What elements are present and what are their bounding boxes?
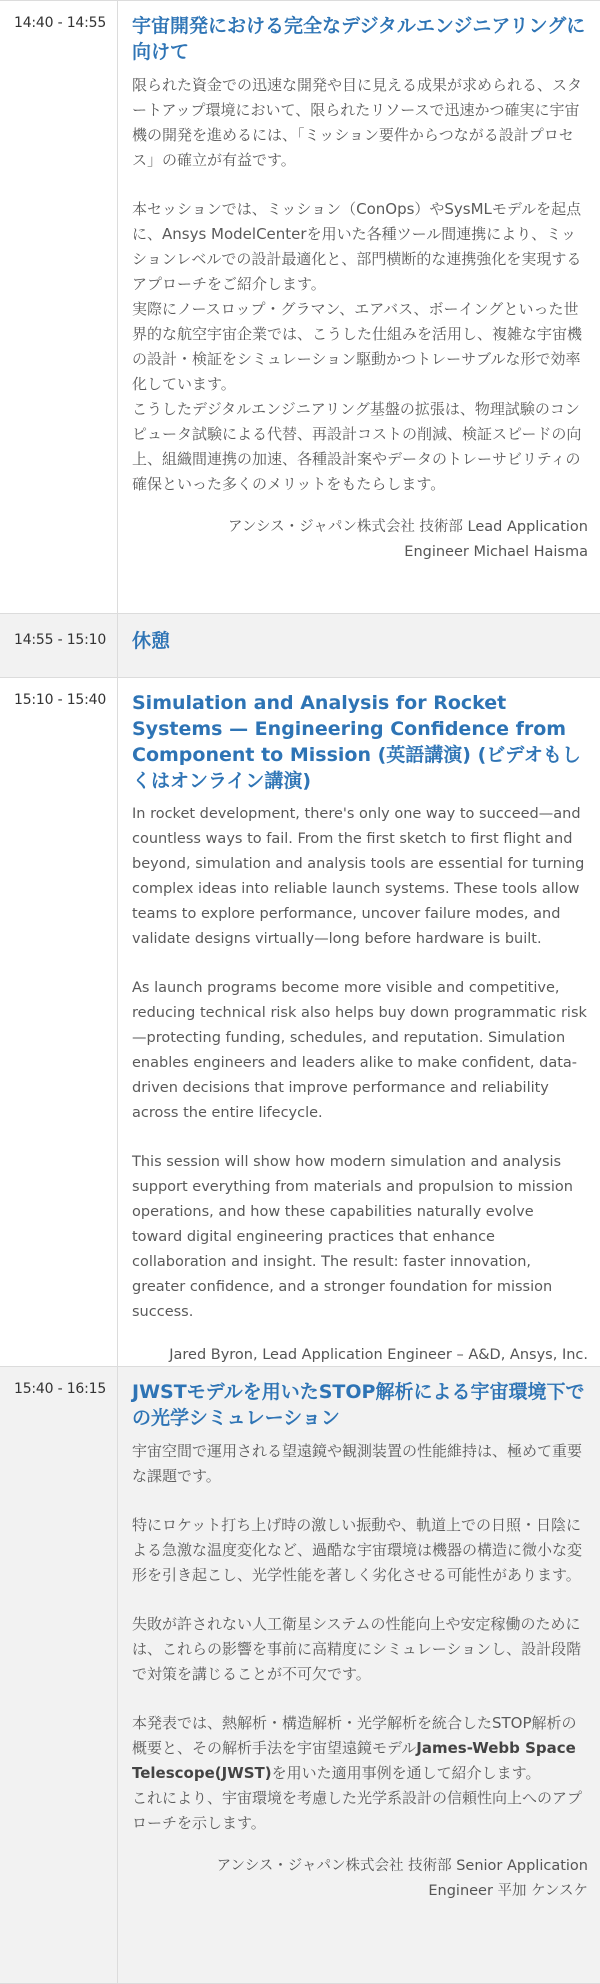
break-row [0, 614, 600, 678]
session-paragraph: これにより、宇宙環境を考慮した光学系設計の信頼性向上へのアプローチを示します。 [132, 1789, 583, 1832]
jwst-model-name: James-Webb Space Telescope(JWST) [132, 1739, 576, 1782]
speaker-info [132, 515, 588, 565]
paragraph-spacer [132, 173, 588, 197]
session-paragraph: 本セッションでは、ミッション（ConOps）やSysMLモデルを起点に、Ansys ModelCenterを用いた各種ツール間連携により、ミッションレベルでの設計最適化と、部門横断的な連携強化を実現するアプローチをご紹介します。 [132, 200, 582, 293]
speaker-info [132, 1854, 588, 1904]
session-title: 宇宙開発における完全なデジタルエンジニアリングに向けて [132, 15, 586, 63]
session-content [118, 1, 600, 613]
break-title: 休憩 [132, 630, 171, 652]
session-content [118, 614, 600, 677]
paragraph-spacer [132, 1489, 588, 1513]
speaker-line: Engineer Michael Haisma [404, 544, 588, 560]
session-row [0, 678, 600, 1367]
session-paragraph: This session will show how modern simulation and analysis support everything from materials and propulsion to mission operations, and how these capabilities naturally evolve toward digital engineering practices that enhance collaboration and insight. The result: faster innovation, greater confidence, and a stronger foundation for mission success. [132, 1154, 573, 1320]
paragraph-spacer [132, 952, 588, 976]
session-time: 14:55 - 15:10 [0, 614, 118, 677]
session-content [118, 1367, 600, 1983]
speaker-line: Engineer 平加 ケンスケ [428, 1883, 588, 1899]
session-paragraph: As launch programs become more visible and competitive, reducing technical risk also helps buy down programmatic risk—protecting funding, schedules, and reputation. Simulation enables engineers and leaders alike to make confident, data-driven decisions that improve performance and reliability across the entire lifecycle. [132, 980, 587, 1121]
session-paragraph: In rocket development, there's only one way to succeed—and countless ways to fail. From the first sketch to first flight and beyond, simulation and analysis tools are essential for turning complex ideas into reliable launch systems. These tools allow teams to explore performance, uncover failure modes, and validate designs virtually—long before hardware is built. [132, 806, 585, 947]
session-title: JWSTモデルを用いたSTOP解析による宇宙環境下での光学シミュレーション [132, 1381, 585, 1429]
paragraph-spacer [132, 1687, 588, 1711]
session-paragraph: 特にロケット打ち上げ時の激しい振動や、軌道上での日照・日陰による急激な温度変化など、過酷な宇宙環境は機器の構造に微小な変形を引き起こし、光学性能を著しく劣化させる可能性があります。 [132, 1516, 583, 1584]
paragraph-spacer [132, 1126, 588, 1150]
speaker-line: Jared Byron, Lead Application Engineer – A&D, Ansys, Inc. [169, 1347, 588, 1363]
speaker-info [132, 1343, 588, 1368]
session-paragraph: 失敗が許されない人工衛星システムの性能向上や安定稼働のためには、これらの影響を事前に高精度にシミュレーションし、設計段階で対策を講じることが不可欠です。 [132, 1615, 582, 1683]
session-paragraph [132, 1711, 588, 1786]
session-row [0, 1, 600, 614]
session-row [0, 1367, 600, 1984]
session-time: 15:10 - 15:40 [0, 678, 118, 1366]
session-title: Simulation and Analysis for Rocket Systems — Engineering Confidence from Component to Mission (英語講演) (ビデオもしくはオンライン講演) [132, 692, 581, 792]
speaker-line: アンシス・ジャパン株式会社 技術部 Lead Application [227, 519, 588, 535]
session-time: 15:40 - 16:15 [0, 1367, 118, 1983]
paragraph-text: を用いた適用事例を通して紹介します。 [271, 1764, 541, 1782]
session-paragraph: 限られた資金での迅速な開発や目に見える成果が求められる、スタートアップ環境において、限られたリソースで迅速かつ確実に宇宙機の開発を進めるには、「ミッション要件からつながる設計プロセス」の確立が有益です。 [132, 76, 583, 169]
session-paragraph: こうしたデジタルエンジニアリング基盤の拡張は、物理試験のコンピュータ試験による代替、再設計コストの削減、検証スピードの向上、組織間連携の加速、各種設計案やデータのトレーサビリティの確保といった多くのメリットをもたらします。 [132, 400, 582, 493]
paragraph-text: 本発表では、熱解析・構造解析・光学解析を統合したSTOP解析の概要と、その解析手法を宇宙望遠鏡モデル [132, 1714, 577, 1757]
paragraph-spacer [132, 1588, 588, 1612]
session-content [118, 678, 600, 1366]
session-paragraph: 宇宙空間で運用される望遠鏡や観測装置の性能維持は、極めて重要な課題です。 [132, 1442, 583, 1485]
session-time: 14:40 - 14:55 [0, 1, 118, 613]
speaker-line: アンシス・ジャパン株式会社 技術部 Senior Application [216, 1858, 588, 1874]
session-paragraph: 実際にノースロップ・グラマン、エアバス、ボーイングといった世界的な航空宇宙企業では、こうした仕組みを活用し、複雑な宇宙機の設計・検証をシミュレーション駆動かつトレーサブルな形で効率化しています。 [132, 300, 583, 393]
